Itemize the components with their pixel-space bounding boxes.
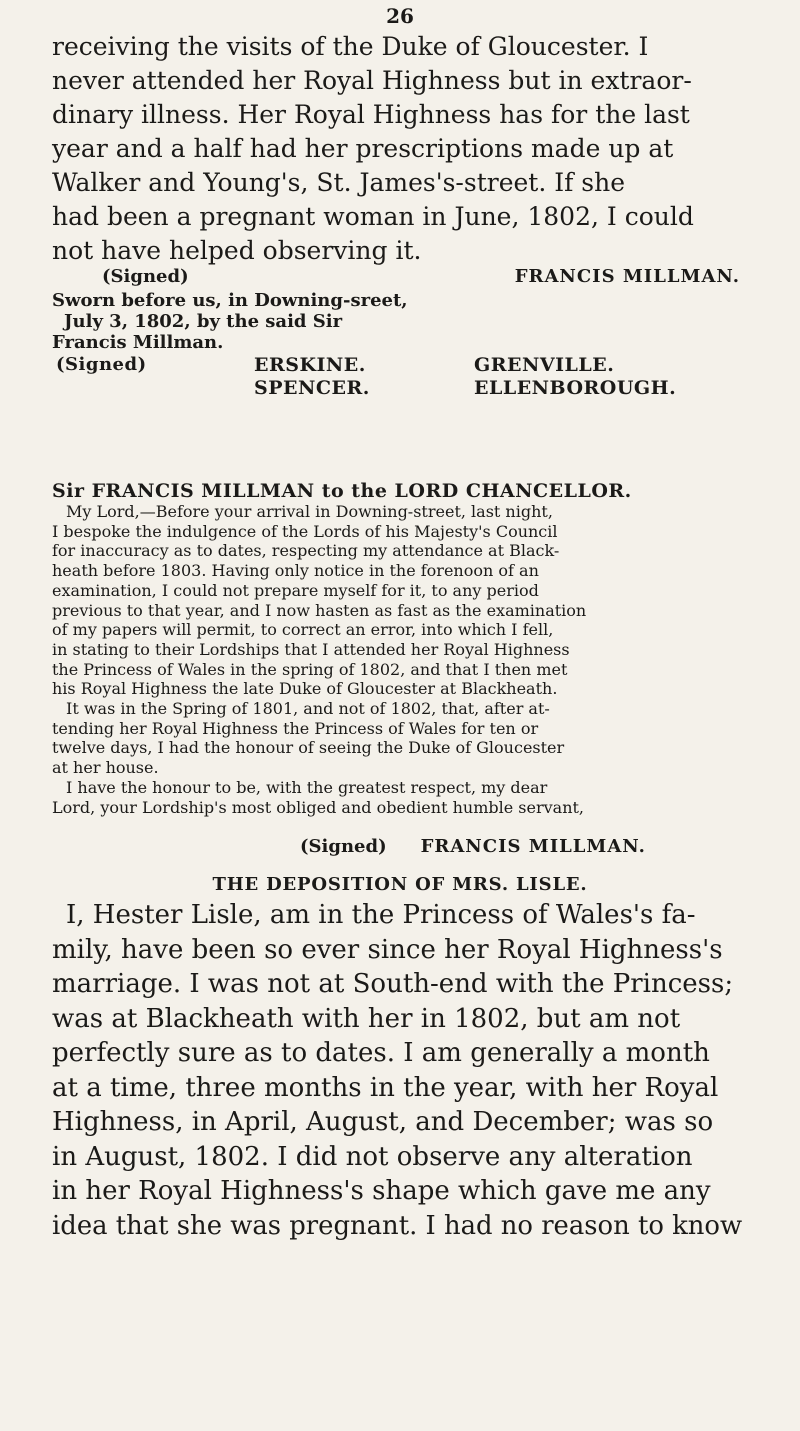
text-line: tending her Royal Highness the Princess of Wales for ten or (52, 718, 539, 738)
signer-name: ERSKINE. (254, 354, 366, 376)
deposition-text (52, 898, 742, 1243)
signed-label: (Signed) (300, 836, 387, 857)
text-line: examination, I could not prepare myself for it, to any period (52, 580, 539, 600)
text-line: It was in the Spring of 1801, and not of 1802, that, after at- (66, 699, 550, 719)
text-line: had been a pregnant woman in June, 1802, I could (52, 202, 694, 231)
signed-label: (Signed) (102, 266, 189, 287)
text-line: twelve days, I had the honour of seeing the Duke of Gloucester (52, 738, 565, 758)
text-line: My Lord,—Before your arrival in Downing-street, last night, (66, 502, 553, 521)
text-line: in August, 1802. I did not observe any alteration (52, 1141, 693, 1172)
text-line: the Princess of Wales in the spring of 1802, and that I then met (52, 659, 568, 679)
text-line: not have helped observing it. (52, 236, 422, 265)
text-line: year and a half had her prescriptions made up at (52, 134, 674, 163)
signature-name: FRANCIS MILLMAN. (514, 266, 740, 287)
signer-name: SPENCER. (254, 377, 370, 399)
text-line: at her house. (52, 758, 159, 778)
text-line: for inaccuracy as to dates, respecting my attendance at Black- (52, 541, 560, 561)
text-line: heath before 1803. Having only notice in the forenoon of an (52, 561, 539, 581)
text-line: in stating to their Lordships that I attended her Royal Highness (52, 639, 570, 659)
text-line: I have the honour to be, with the greatest respect, my dear (66, 777, 548, 797)
signer-name: GRENVILLE. (474, 354, 615, 376)
jurat (52, 290, 408, 353)
jurat-line: July 3, 1802, by the said Sir (64, 311, 343, 332)
letter-signature (300, 836, 646, 857)
text-line: I bespoke the indulgence of the Lords of his Majesty's Council (52, 521, 558, 541)
text-line: was at Blackheath with her in 1802, but am not (52, 1003, 681, 1034)
jurat-line: Sworn before us, in Downing-sreet, (52, 290, 408, 311)
text-line: Lord, your Lordship's most obliged and obedient humble servant, (52, 797, 585, 817)
letter-body (52, 502, 742, 817)
text-line: I, Hester Lisle, am in the Princess of Wales's fa- (66, 900, 696, 930)
text-line: receiving the visits of the Duke of Gloucester. I (52, 32, 649, 61)
text-line: marriage. I was not at South-end with the Princess; (52, 969, 734, 999)
millman-testimony (52, 30, 742, 268)
text-line: never attended her Royal Highness but in extraor- (52, 66, 692, 95)
signature-name: FRANCIS MILLMAN. (420, 836, 646, 857)
text-line: mily, have been so ever since her Royal Highness's (52, 934, 723, 965)
text-line: of my papers will permit, to correct an error, into which I fell, (52, 620, 554, 640)
text-line: previous to that year, and I now hasten as fast as the examination (52, 600, 587, 620)
text-line: perfectly sure as to dates. I am generally a month (52, 1038, 710, 1068)
text-line: Walker and Young's, St. James's-street. If she (52, 168, 626, 197)
text-line: Highness, in April, August, and December; was so (52, 1107, 714, 1137)
letter-heading: Sir FRANCIS MILLMAN to the LORD CHANCELLOR. (52, 480, 632, 502)
text-line: idea that she was pregnant. I had no reason to know (52, 1210, 743, 1241)
text-line: in her Royal Highness's shape which gave me any (52, 1176, 711, 1206)
text-line: dinary illness. Her Royal Highness has for the last (52, 100, 690, 129)
page-number: 26 (386, 4, 414, 28)
text-line: his Royal Highness the late Duke of Gloucester at Blackheath. (52, 679, 558, 699)
signer-name: ELLENBOROUGH. (474, 377, 677, 399)
text-line: at a time, three months in the year, with her Royal (52, 1072, 719, 1103)
deposition-title: THE DEPOSITION OF MRS. LISLE. (212, 874, 588, 895)
jurat-line: Francis Millman. (52, 332, 224, 353)
signed-label: (Signed) (56, 354, 147, 375)
